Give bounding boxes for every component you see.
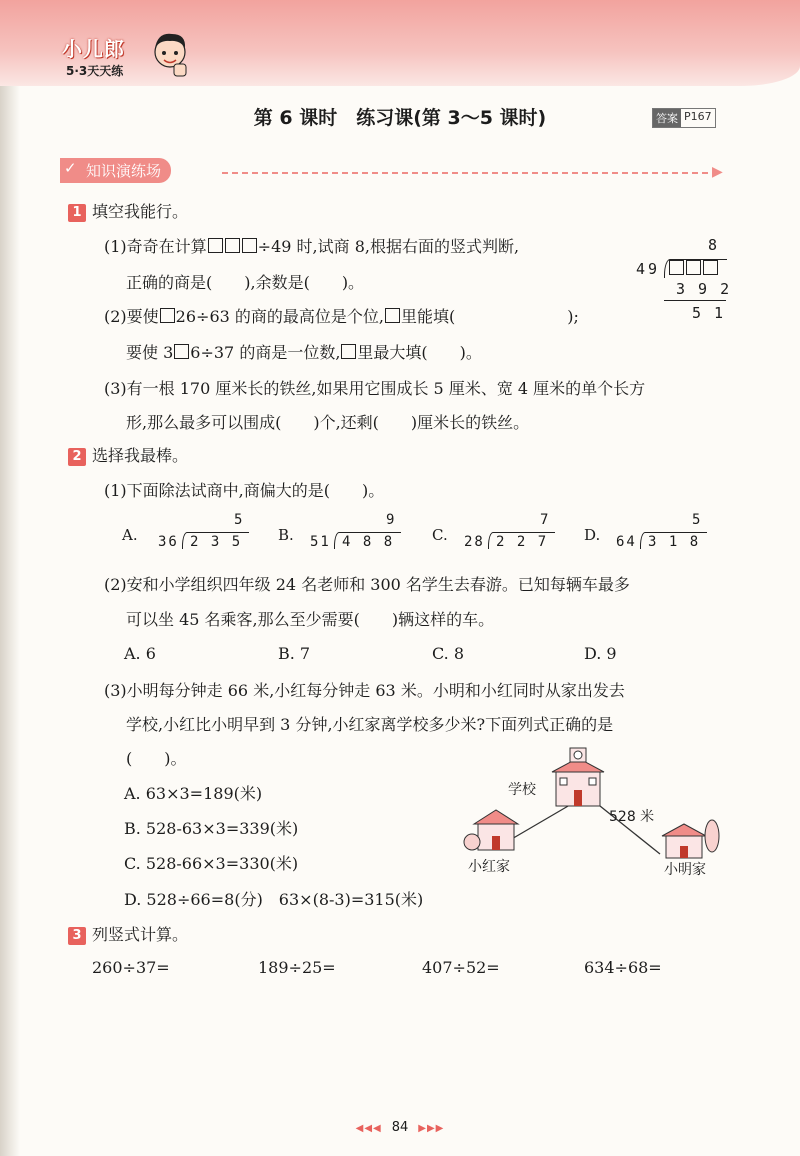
option-b-quotient: 9 bbox=[386, 512, 395, 528]
q1-p1-line1 bbox=[104, 234, 519, 257]
mascot-icon bbox=[150, 28, 190, 80]
section-divider bbox=[222, 172, 718, 174]
q1-p2-text-c: 里能填( ); bbox=[400, 307, 579, 326]
q1-p2-text-e: 6÷37 的商是一位数, bbox=[190, 343, 341, 362]
blank-box bbox=[341, 344, 356, 359]
q2-title: 选择我最棒。 bbox=[92, 446, 189, 465]
label-xiaoming-home: 小明家 bbox=[664, 862, 706, 878]
xiaoming-house-icon bbox=[662, 820, 719, 858]
option-d-quotient: 5 bbox=[692, 512, 701, 528]
blank-box bbox=[174, 344, 189, 359]
option-a-letter: A. bbox=[122, 526, 138, 544]
option-d-dividend: 3 1 8 bbox=[648, 534, 701, 550]
q2-p2-line2: 可以坐 45 名乘客,那么至少需要( )辆这样的车。 bbox=[126, 610, 495, 629]
q1-p1-text-a: (1)奇奇在计算 bbox=[104, 237, 207, 256]
q2-option2-a: A. 6 bbox=[124, 644, 156, 663]
q3-title: 列竖式计算。 bbox=[92, 925, 189, 944]
q2-p2-line1: (2)安和小学组织四年级 24 名老师和 300 名学生去春游。已知每辆车最多 bbox=[104, 575, 630, 594]
section-label: ✓ 知识演练场 bbox=[60, 158, 171, 183]
q2-p1: (1)下面除法试商中,商偏大的是( )。 bbox=[104, 481, 385, 500]
section-header bbox=[60, 158, 171, 183]
arrow-left-icon: ◀◀◀ bbox=[355, 1123, 382, 1134]
q1-heading bbox=[68, 199, 188, 222]
option-a-dividend: 2 3 5 bbox=[190, 534, 243, 550]
arrow-right-icon: ▶ bbox=[712, 164, 723, 180]
q3-item-1: 260÷37= bbox=[92, 958, 170, 977]
label-distance: 528 米 bbox=[609, 809, 655, 825]
blank-box bbox=[242, 238, 257, 253]
div-subtract: 3 9 2 bbox=[676, 280, 732, 298]
school-building-icon bbox=[552, 748, 604, 806]
page-number: 84 bbox=[391, 1120, 409, 1135]
option-c-dividend: 2 2 7 bbox=[496, 534, 549, 550]
q1-p2-text-a: (2)要使 bbox=[104, 307, 159, 326]
q1-p2-text-d: 要使 3 bbox=[126, 343, 174, 362]
div-remainder: 5 1 bbox=[692, 304, 726, 322]
option-b-letter: B. bbox=[278, 526, 294, 544]
q1-p1-line2: 正确的商是( ),余数是( )。 bbox=[126, 273, 365, 292]
q2-number: 2 bbox=[68, 448, 86, 466]
option-d-divisor: 64 bbox=[616, 534, 637, 550]
option-c-divisor: 28 bbox=[464, 534, 485, 550]
q1-p2-line2 bbox=[126, 340, 482, 363]
blank-box bbox=[225, 238, 240, 253]
blank-box bbox=[208, 238, 223, 253]
answer-label: 答案 bbox=[653, 109, 681, 127]
brand-logo: 小儿郎 bbox=[62, 37, 125, 61]
div-quotient: 8 bbox=[708, 236, 718, 254]
q3-item-4: 634÷68= bbox=[584, 958, 662, 977]
q2-option3-b: B. 528-63×3=339(米) bbox=[124, 819, 299, 838]
blank-box bbox=[385, 308, 400, 323]
label-xiaohong-home: 小红家 bbox=[468, 859, 510, 875]
xiaohong-house-icon bbox=[464, 810, 518, 850]
label-school: 学校 bbox=[508, 782, 536, 798]
q3-number: 3 bbox=[68, 927, 86, 945]
option-a-divisor: 36 bbox=[158, 534, 179, 550]
arrow-right-icon: ▶▶▶ bbox=[418, 1123, 445, 1134]
option-b-dividend: 4 8 8 bbox=[342, 534, 395, 550]
brand-subtitle: 5·3天天练 bbox=[66, 64, 124, 78]
q1-number: 1 bbox=[68, 204, 86, 222]
q1-p1-text-b: ÷49 时,试商 8,根据右面的竖式判断, bbox=[257, 237, 520, 256]
q1-p3-line2: 形,那么最多可以围成( )个,还剩( )厘米长的铁丝。 bbox=[126, 413, 530, 432]
q2-options1 bbox=[122, 514, 742, 554]
answer-ref bbox=[652, 108, 716, 128]
page-title: 第 6 课时 练习课(第 3～5 课时) bbox=[253, 107, 547, 129]
q2-option3-d: D. 528÷66=8(分) 63×(8-3)=315(米) bbox=[124, 890, 424, 909]
option-a-quotient: 5 bbox=[234, 512, 243, 528]
q2-p3-line3: ( )。 bbox=[126, 749, 187, 768]
option-c-letter: C. bbox=[432, 526, 448, 544]
q2-option2-c: C. 8 bbox=[432, 644, 465, 663]
div-dividend-boxes bbox=[668, 260, 719, 278]
q3-item-3: 407÷52= bbox=[422, 958, 500, 977]
q1-p2-line1 bbox=[104, 304, 579, 327]
div-divisor: 49 bbox=[636, 260, 661, 278]
page-shadow bbox=[0, 0, 20, 1156]
q1-p2-text-f: 里最大填( )。 bbox=[357, 343, 482, 362]
q2-option2-d: D. 9 bbox=[584, 644, 617, 663]
page-footer bbox=[0, 1120, 800, 1135]
blank-box bbox=[160, 308, 175, 323]
q2-heading bbox=[68, 443, 188, 466]
q2-option3-c: C. 528-66×3=330(米) bbox=[124, 854, 299, 873]
answer-page: P167 bbox=[684, 110, 712, 123]
long-division-figure bbox=[636, 236, 732, 326]
q2-p3-line1: (3)小明每分钟走 66 米,小红每分钟走 63 米。小明和小红同时从家出发去 bbox=[104, 681, 625, 700]
q2-option3-a: A. 63×3=189(米) bbox=[124, 784, 263, 803]
option-c-quotient: 7 bbox=[540, 512, 549, 528]
option-d-letter: D. bbox=[584, 526, 601, 544]
q3-item-2: 189÷25= bbox=[258, 958, 336, 977]
q1-p3-line1: (3)有一根 170 厘米长的铁丝,如果用它围成长 5 厘米、宽 4 厘米的单个长方 bbox=[104, 379, 646, 398]
option-b-divisor: 51 bbox=[310, 534, 331, 550]
div-line bbox=[664, 300, 726, 301]
q2-p3-line2: 学校,小红比小明早到 3 分钟,小红家离学校多少米?下面列式正确的是 bbox=[126, 715, 614, 734]
q1-title: 填空我能行。 bbox=[92, 202, 189, 221]
q1-p2-text-b: 26÷63 的商的最高位是个位, bbox=[175, 307, 384, 326]
q2-option2-b: B. 7 bbox=[278, 644, 311, 663]
q3-heading bbox=[68, 922, 188, 945]
